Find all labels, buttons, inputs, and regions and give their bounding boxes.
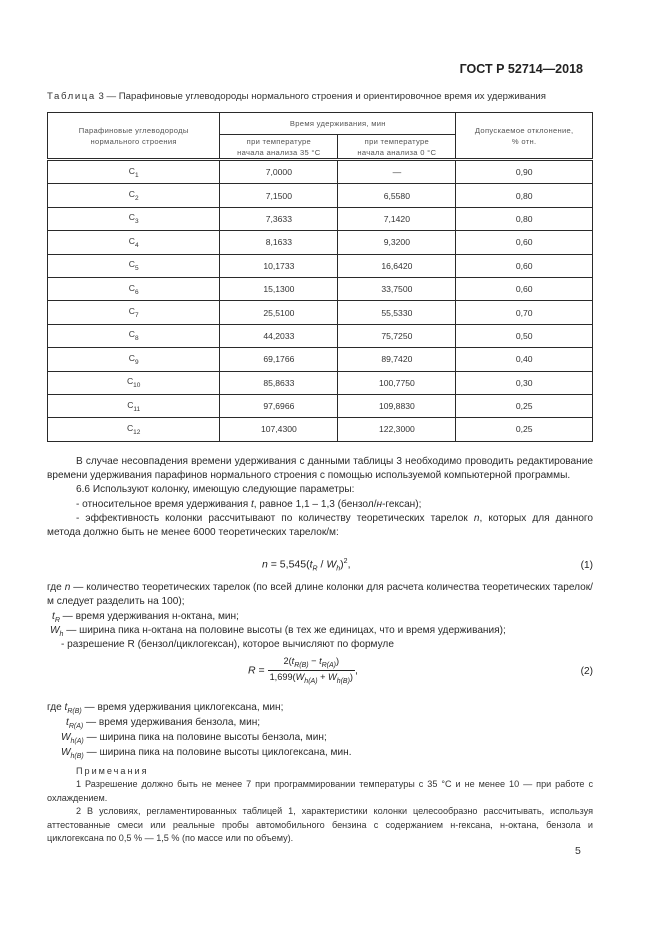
cell-time-35: 85,8633: [220, 371, 338, 394]
cell-hydrocarbon: $C_4$: [48, 231, 220, 254]
cell-time-35: 44,2033: [220, 324, 338, 347]
where-tRB: где $t_{R(B)}$ — время удерживания циклогексана, мин;: [47, 702, 284, 715]
cell-time-0: 109,8830: [338, 394, 456, 417]
cell-time-0: 16,6420: [338, 254, 456, 277]
cell-hydrocarbon: $C_{11}$: [48, 394, 220, 417]
cell-time-0: 55,5330: [338, 301, 456, 324]
cell-time-35: 107,4300: [220, 418, 338, 441]
equation-2-number: (2): [580, 666, 593, 677]
cell-hydrocarbon: $C_5$: [48, 254, 220, 277]
equation-2-fraction: [268, 656, 355, 685]
cell-hydrocarbon: $C_3$: [48, 207, 220, 230]
cell-hydrocarbon: $C_9$: [48, 348, 220, 371]
list-item-resolution: - разрешение R (бензол/циклогексан), которое вычисляют по формуле: [61, 639, 394, 650]
equation-1-number: (1): [580, 560, 593, 571]
table-row: [48, 184, 593, 207]
notes-section: [47, 765, 593, 845]
paragraph-mismatch: В случае несовпадения времени удерживания с данными таблицы 3 необходимо проводить редактирование времени удерживания парафинов нормального строения с помощью используемой компьютерной программы.: [47, 456, 593, 482]
cell-time-35: 7,3633: [220, 207, 338, 230]
table-row: [48, 231, 593, 254]
table-row: [48, 324, 593, 347]
cell-deviation: 0,25: [456, 418, 593, 441]
cell-hydrocarbon: $C_8$: [48, 324, 220, 347]
cell-hydrocarbon: $C_2$: [48, 184, 220, 207]
cell-time-0: 100,7750: [338, 371, 456, 394]
cell-deviation: 0,25: [456, 394, 593, 417]
cell-hydrocarbon: $C_7$: [48, 301, 220, 324]
note-2: 2 В условиях, регламентированных таблицей 1, характеристики колонки целесообразно рассчитывать, используя аттестованные смеси или реальные пробы автомобильного бензина с содержанием н-гексана, н-октана, бензола и циклогексана по 0,5 % — 1,5 % (по массе или по объему).: [47, 806, 593, 844]
table-caption-prefix: Таблица: [47, 91, 96, 102]
cell-time-35: 7,1500: [220, 184, 338, 207]
retention-time-table: [47, 112, 593, 442]
equation-2-denominator: $1,699(W_{h(A)} + W_{h(B)})$: [269, 672, 353, 685]
table-row: [48, 371, 593, 394]
cell-time-0: 122,3000: [338, 418, 456, 441]
header-deviation: Допускаемое отклонение, % отн.: [456, 113, 593, 160]
header-temp-0: при температуре начала анализа 0 °С: [338, 135, 456, 160]
cell-time-0: —: [338, 160, 456, 184]
table-row: [48, 207, 593, 230]
cell-deviation: 0,90: [456, 160, 593, 184]
cell-time-0: 9,3200: [338, 231, 456, 254]
cell-hydrocarbon: $C_{10}$: [48, 371, 220, 394]
cell-deviation: 0,60: [456, 254, 593, 277]
section-6-6: 6.6 Используют колонку, имеющую следующие параметры:: [76, 484, 355, 496]
table-row: [48, 418, 593, 441]
header-retention-time-group: Время удерживания, мин: [220, 113, 456, 135]
cell-deviation: 0,40: [456, 348, 593, 371]
cell-hydrocarbon: $C_{12}$: [48, 418, 220, 441]
table-body: [48, 160, 593, 442]
cell-time-0: 75,7250: [338, 324, 456, 347]
cell-deviation: 0,80: [456, 184, 593, 207]
header-hydrocarbon: Парафиновые углеводороды нормального строения: [48, 113, 220, 160]
where-n: где n — количество теоретических тарелок (по всей длине колонки для расчета количества теоретических тарелок/м следует разделить на 100);: [47, 582, 593, 607]
cell-hydrocarbon: $C_6$: [48, 277, 220, 300]
notes-title: Примечания: [76, 766, 149, 776]
cell-deviation: 0,70: [456, 301, 593, 324]
cell-time-35: 7,0000: [220, 160, 338, 184]
list-item-efficiency: - эффективность колонки рассчитывают по количеству теоретических тарелок n, которых для данного метода должно быть не менее 6000 теоретических тарелок/м:: [47, 512, 594, 539]
cell-time-35: 8,1633: [220, 231, 338, 254]
where-tR: $t_R$ — время удерживания н-октана, мин;: [52, 611, 239, 624]
cell-time-35: 97,6966: [220, 394, 338, 417]
equation-2-numerator: $2(t_{R(B)} - t_{R(A)})$: [283, 656, 340, 669]
cell-deviation: 0,60: [456, 277, 593, 300]
cell-deviation: 0,80: [456, 207, 593, 230]
note-1: 1 Разрешение должно быть не менее 7 при программировании температуры с 35 °С и не менее 10 — при работе с охлаждением.: [47, 779, 593, 803]
equation-2: R = $\frac{2(t_{R(B)} - t_{R(A)})}{1,699(W_{h(A)} + W_{h(B)})}$ ,: [248, 656, 358, 685]
cell-time-0: 6,5580: [338, 184, 456, 207]
cell-time-35: 69,1766: [220, 348, 338, 371]
table-caption-text: 3 — Парафиновые углеводороды нормального строения и ориентировочное время их удерживания: [95, 91, 546, 102]
where-WhB: $W_{h(B)}$ — ширина пика на половине высоты циклогексана, мин.: [61, 747, 352, 760]
cell-time-0: 33,7500: [338, 277, 456, 300]
table-row: [48, 301, 593, 324]
cell-time-35: 15,1300: [220, 277, 338, 300]
cell-time-35: 25,5100: [220, 301, 338, 324]
where-tRA: $t_{R(A)}$ — время удерживания бензола, мин;: [66, 717, 261, 730]
cell-time-35: 10,1733: [220, 254, 338, 277]
cell-time-0: 89,7420: [338, 348, 456, 371]
cell-deviation: 0,30: [456, 371, 593, 394]
document-standard-id: ГОСТ Р 52714—2018: [459, 62, 583, 76]
equation-1: $n = 5,545(t_R / W_h)^2$,: [262, 558, 351, 573]
where-Wh: $W_h$ — ширина пика н-октана на половине высоты (в тех же единицах, что и время удерживания);: [50, 625, 506, 638]
cell-deviation: 0,60: [456, 231, 593, 254]
body-section: [47, 455, 593, 540]
table-row: [48, 348, 593, 371]
table-row: [48, 277, 593, 300]
where-WhA: $W_{h(A)}$ — ширина пика на половине высоты бензола, мин;: [61, 732, 327, 745]
table-caption: [47, 91, 607, 102]
cell-time-0: 7,1420: [338, 207, 456, 230]
table-row: [48, 254, 593, 277]
list-item-relative-time: - относительное время удерживания t, равное 1,1 – 1,3 (бензол/н-гексан);: [76, 498, 422, 510]
page-number: 5: [575, 845, 581, 857]
header-temp-35: при температуре начала анализа 35 °С: [220, 135, 338, 160]
cell-deviation: 0,50: [456, 324, 593, 347]
table-row: [48, 160, 593, 184]
table-row: [48, 394, 593, 417]
cell-hydrocarbon: $C_1$: [48, 160, 220, 184]
